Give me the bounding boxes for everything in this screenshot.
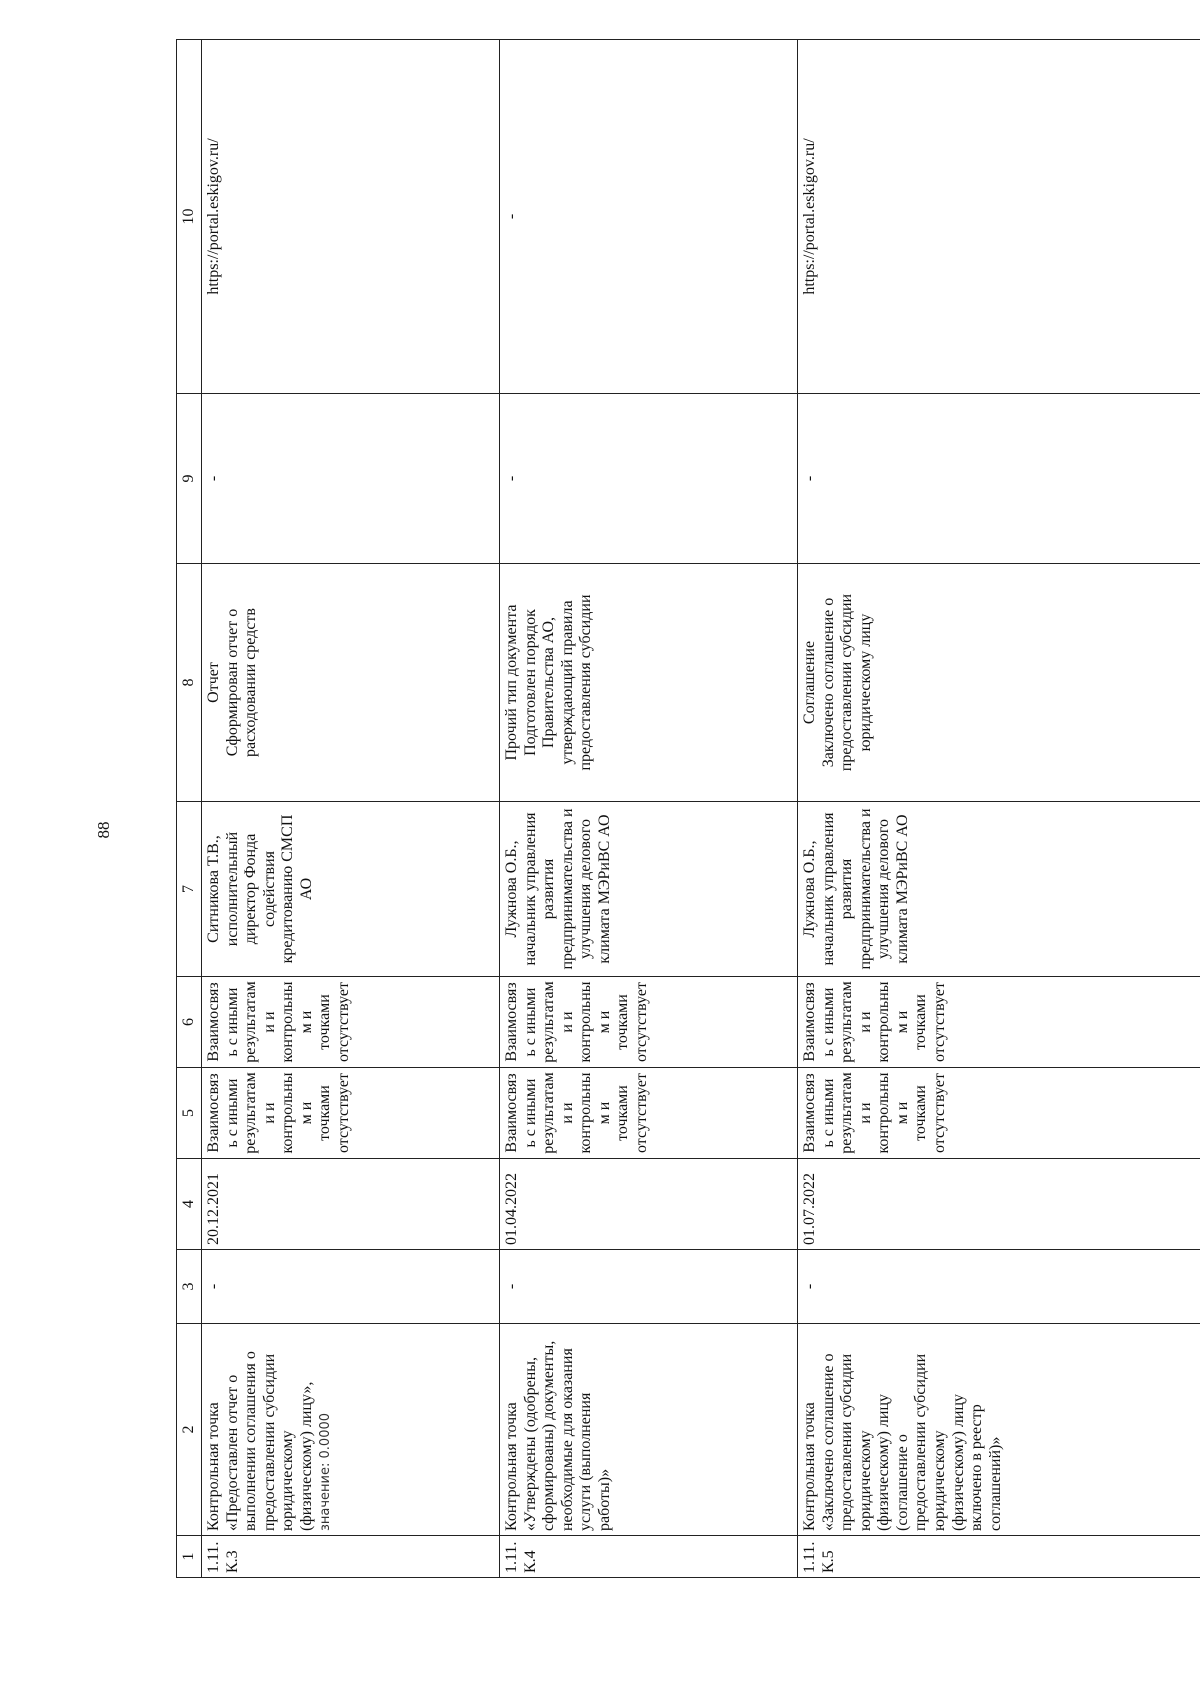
document-cell bbox=[202, 564, 500, 802]
header-cell: 8 bbox=[177, 564, 202, 802]
control-point-text: Контрольная точка «Предоставлен отчет о выполнении соглашения о предоставлении субсидии юридическому (физическому) лицу», bbox=[205, 1351, 315, 1531]
responsible-cell: Лужнова О.Б., начальник управления развития предпринимательства и улучшения делового климата МЭРиВС АО bbox=[500, 802, 798, 977]
document-description: Заключено соглашение о предоставлении субсидии юридическому лицу bbox=[819, 593, 874, 772]
row-number: 1.11. К.5 bbox=[798, 1536, 1200, 1578]
header-cell: 3 bbox=[177, 1250, 202, 1324]
control-point-name bbox=[798, 1324, 1200, 1536]
column-9-value: - bbox=[500, 394, 798, 564]
header-cell: 2 bbox=[177, 1324, 202, 1536]
control-points-table bbox=[176, 39, 1200, 1578]
document-type: Прочий тип документа bbox=[503, 604, 521, 761]
date-cell: 20.12.2021 bbox=[202, 1159, 500, 1250]
header-cell: 5 bbox=[177, 1068, 202, 1159]
document-cell bbox=[500, 564, 798, 802]
relation-cell: Взаимосвязь с иными результатами и контрольным и точками отсутствует bbox=[202, 977, 500, 1068]
header-cell: 9 bbox=[177, 394, 202, 564]
relation-cell: Взаимосвязь с иными результатами и контрольным и точками отсутствует bbox=[202, 1068, 500, 1159]
link-cell[interactable]: https://portal.eskigov.ru/ bbox=[202, 40, 500, 394]
link-cell[interactable]: https://portal.eskigov.ru/ bbox=[798, 40, 1200, 394]
document-cell bbox=[798, 564, 1200, 802]
document-type: Соглашение bbox=[801, 640, 819, 725]
table-row bbox=[500, 40, 798, 1578]
control-point-value: значение: 0.0000 bbox=[318, 1412, 334, 1531]
document-description: Сформирован отчет о расходовании средств bbox=[223, 608, 260, 757]
header-cell: 7 bbox=[177, 802, 202, 977]
date-cell: 01.04.2022 bbox=[500, 1159, 798, 1250]
relation-cell: Взаимосвязь с иными результатами и контрольным и точками отсутствует bbox=[798, 977, 1200, 1068]
column-9-value: - bbox=[202, 394, 500, 564]
row-number: 1.11. К.4 bbox=[500, 1536, 798, 1578]
header-cell: 1 bbox=[177, 1536, 202, 1578]
link-cell: - bbox=[500, 40, 798, 394]
control-point-text: Контрольная точка «Утверждены (одобрены, сформированы) документы, необходимые для оказания услуги (выполнения работы)» bbox=[503, 1340, 613, 1531]
header-cell: 4 bbox=[177, 1159, 202, 1250]
responsible-cell: Лужнова О.Б., начальник управления развития предпринимательства и улучшения делового климата МЭРиВС АО bbox=[798, 802, 1200, 977]
column-9-value: - bbox=[798, 394, 1200, 564]
document-description: Подготовлен порядок Правительства АО, утверждающий правила предоставления субсидии bbox=[521, 594, 595, 771]
relation-cell: Взаимосвязь с иными результатами и контрольным и точками отсутствует bbox=[500, 977, 798, 1068]
table-row bbox=[202, 40, 500, 1578]
column-3-value: - bbox=[798, 1250, 1200, 1324]
control-point-name bbox=[202, 1324, 500, 1536]
responsible-cell: Ситникова Т.В., исполнительный директор Фонда содействия кредитованию СМСП АО bbox=[202, 802, 500, 977]
column-3-value: - bbox=[202, 1250, 500, 1324]
column-number-row bbox=[177, 40, 202, 1578]
document-type: Отчет bbox=[205, 662, 222, 703]
row-number: 1.11. К.3 bbox=[202, 1536, 500, 1578]
page-number: 88 bbox=[94, 821, 113, 839]
control-point-name bbox=[500, 1324, 798, 1536]
column-3-value: - bbox=[500, 1250, 798, 1324]
header-cell: 10 bbox=[177, 40, 202, 394]
date-cell: 01.07.2022 bbox=[798, 1159, 1200, 1250]
header-cell: 6 bbox=[177, 977, 202, 1068]
rotated-table-container bbox=[176, 40, 1200, 1578]
table-row bbox=[798, 40, 1200, 1578]
control-point-text: Контрольная точка «Заключено соглашение о предоставлении субсидии юридическому (физическому) лицу (соглашение о предоставлении субсидии юридическому (физическому) лицу включено в реестр соглашений)» bbox=[801, 1353, 1004, 1531]
relation-cell: Взаимосвязь с иными результатами и контрольным и точками отсутствует bbox=[798, 1068, 1200, 1159]
relation-cell: Взаимосвязь с иными результатами и контрольным и точками отсутствует bbox=[500, 1068, 798, 1159]
